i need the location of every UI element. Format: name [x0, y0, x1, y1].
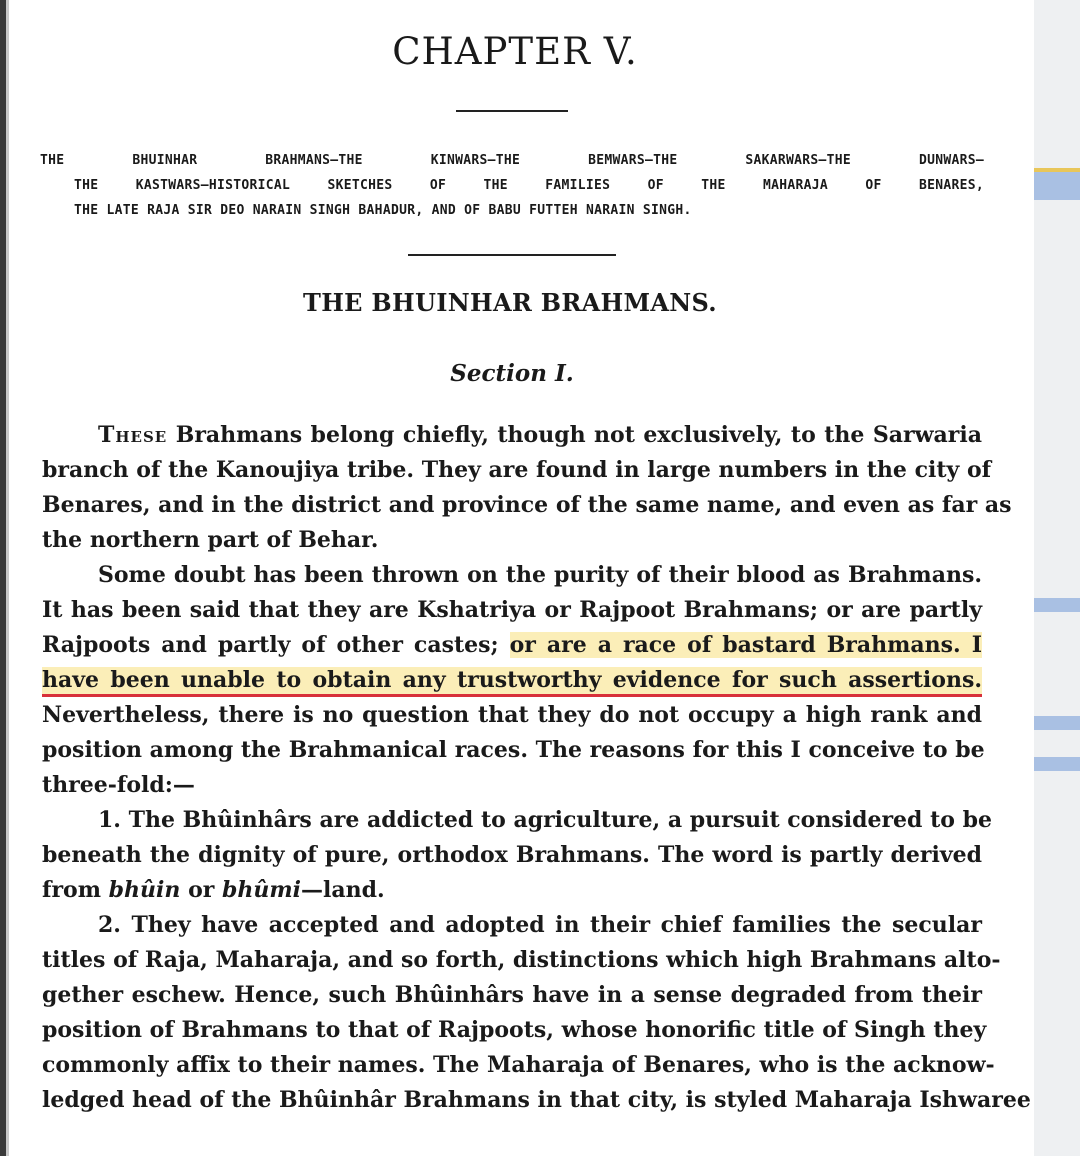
text-line: beneath the dignity of pure, orthodox Brahmans. The word is partly derived [42, 842, 982, 868]
text-line: 1. The Bhûinhârs are addicted to agriculture, a pursuit considered to be [98, 807, 992, 833]
drop-word: These [98, 422, 168, 448]
highlighted-underlined-text[interactable]: have been unable to obtain any trustworthy evidence for such assertions. [42, 667, 982, 697]
body-text [42, 418, 1031, 1118]
text-line: branch of the Kanoujiya tribe. They are found in large numbers in the city of [42, 457, 992, 483]
text-line: Nevertheless, there is no question that they do not occupy a high rank and [42, 702, 982, 728]
text-line: gether eschew. Hence, such Bhûinhârs have in a sense degraded from their [42, 982, 982, 1008]
highlighted-text[interactable]: or are a race of bastard Brahmans. I [509, 632, 982, 658]
section-label: Section I. [450, 360, 574, 387]
annotation-marker[interactable] [1034, 757, 1080, 771]
text-line: position of Brahmans to that of Rajpoots, whose honorific title of Singh they [42, 1017, 987, 1043]
synopsis-line: THE BHUINHAR BRAHMANS—THE KINWARS—THE BEMWARS—THE SAKARWARS—THE DUNWARS— [40, 153, 984, 168]
annotation-marker[interactable] [1034, 598, 1080, 612]
text-line: position among the Brahmanical races. The reasons for this I conceive to be [42, 737, 985, 763]
italic-word: bhûmi [222, 877, 302, 903]
text-line: the northern part of Behar. [42, 527, 379, 553]
divider-rule [408, 254, 616, 256]
text-line: three-fold:— [42, 772, 195, 798]
text-line: 2. They have accepted and adopted in their chief families the secular [98, 912, 982, 938]
text-line: It has been said that they are Kshatriya or Rajpoot Brahmans; or are partly [42, 597, 982, 623]
text-line: ledged head of the Bhûinhâr Brahmans in that city, is styled Maharaja Ishwaree [42, 1087, 1031, 1113]
italic-word: bhûin [108, 877, 181, 903]
text-line: from bhûin or bhûmi—land. [42, 877, 385, 903]
divider-rule [456, 110, 568, 112]
page-edge-line [6, 0, 9, 1156]
text-line: Benares, and in the district and province of the same name, and even as far as [42, 492, 1012, 518]
text-line: These Brahmans belong chiefly, though not exclusively, to the Sarwaria [98, 422, 982, 448]
text-line: Rajpoots and partly of other castes; or are a race of bastard Brahmans. I [42, 632, 982, 658]
text-line: titles of Raja, Maharaja, and so forth, distinctions which high Brahmans alto- [42, 947, 1001, 973]
chapter-synopsis [40, 148, 984, 223]
annotation-marker[interactable] [1034, 716, 1080, 730]
section-heading: THE BHUINHAR BRAHMANS. [303, 288, 717, 317]
text-line: Some doubt has been thrown on the purity of their blood as Brahmans. [98, 562, 982, 588]
synopsis-line: THE LATE RAJA SIR DEO NARAIN SINGH BAHADUR, AND OF BABU FUTTEH NARAIN SINGH. [74, 203, 692, 218]
synopsis-line: THE KASTWARS—HISTORICAL SKETCHES OF THE FAMILIES OF THE MAHARAJA OF BENARES, [74, 178, 984, 193]
text-line: commonly affix to their names. The Maharaja of Benares, who is the acknow- [42, 1052, 995, 1078]
chapter-title: CHAPTER V. [392, 30, 638, 73]
annotation-marker[interactable] [1034, 172, 1080, 200]
text-line [42, 663, 982, 698]
